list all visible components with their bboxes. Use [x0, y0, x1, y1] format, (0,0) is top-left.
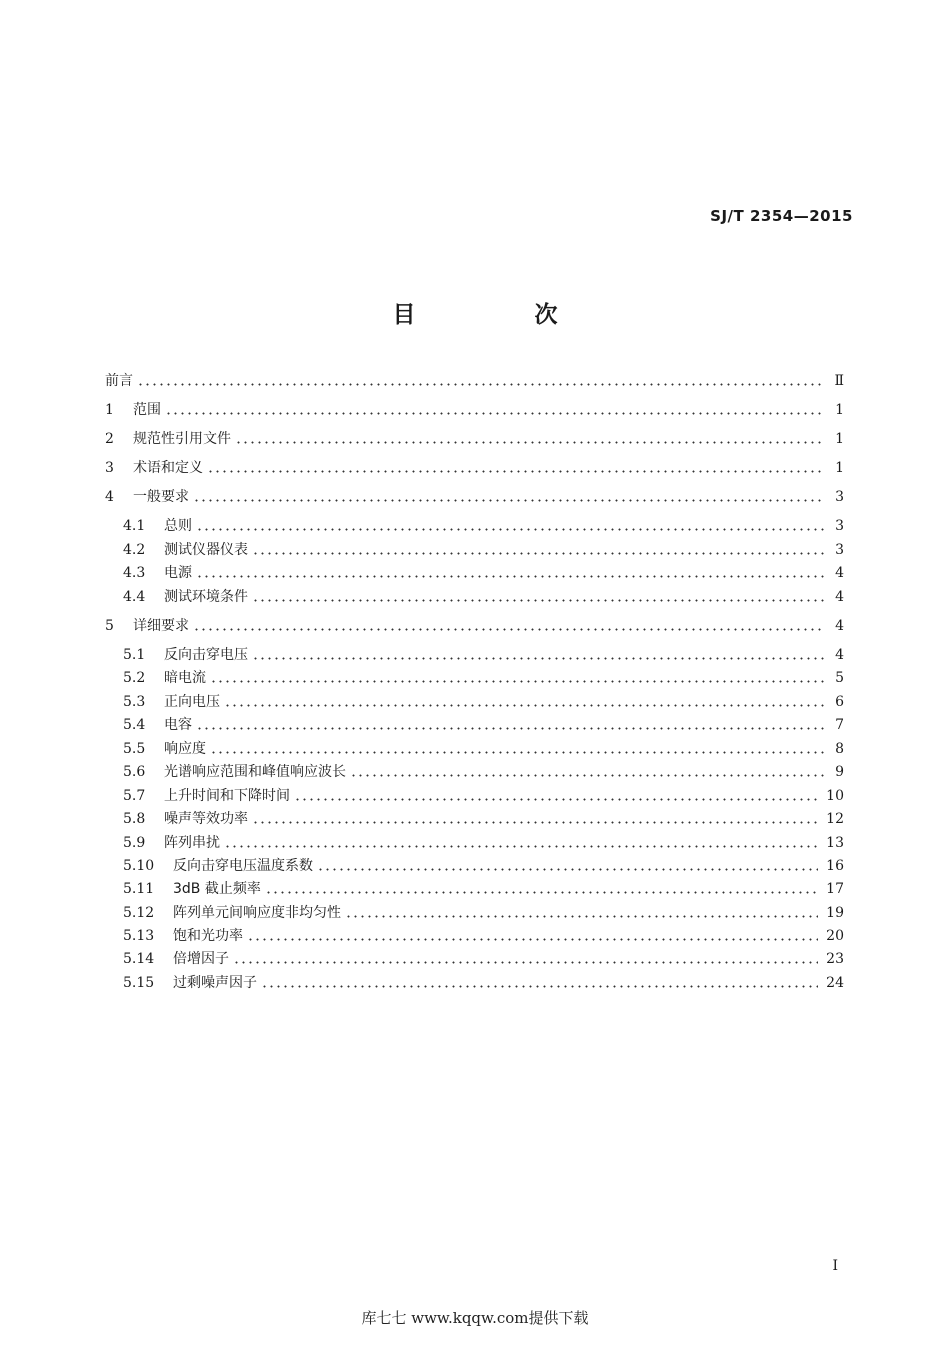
toc-entry-number: 5.10 — [123, 858, 155, 874]
toc-entry-page: 6 — [835, 694, 844, 710]
toc-entry-page: 13 — [826, 835, 844, 851]
toc-entry-number: 5.8 — [123, 811, 146, 827]
toc-entry-page: 4 — [835, 589, 844, 605]
toc-entry-page: 9 — [835, 764, 844, 780]
footer-watermark: 库七七 www.kqqw.com提供下载 — [361, 1309, 589, 1327]
toc-entry-page: 5 — [835, 670, 844, 686]
toc-entry[interactable] — [105, 486, 844, 508]
toc-entry[interactable] — [123, 562, 844, 584]
toc-entry-page: 4 — [835, 618, 844, 634]
toc-entry[interactable] — [123, 539, 844, 561]
toc-entry-label: 上升时间和下降时间 — [164, 788, 290, 804]
toc-entry-page: Ⅱ — [834, 373, 844, 389]
toc-entry-label: 噪声等效功率 — [164, 811, 248, 827]
toc-entry-label: 电容 — [164, 717, 192, 733]
toc-entry-number: 3 — [105, 460, 114, 476]
toc-entry[interactable] — [105, 399, 844, 421]
toc-entry[interactable] — [123, 972, 844, 994]
toc-entry[interactable] — [123, 808, 844, 830]
toc-entry-page: 23 — [826, 951, 844, 967]
toc-entry[interactable] — [123, 761, 844, 783]
toc-entry-number: 5.11 — [123, 881, 155, 897]
toc-entry[interactable] — [105, 370, 844, 392]
toc-entry-label: 前言 — [105, 373, 133, 389]
dot-leader — [137, 383, 824, 386]
toc-entry-page: 1 — [835, 402, 844, 418]
toc-entry-page: 1 — [835, 431, 844, 447]
toc-entry-number: 5.13 — [123, 928, 155, 944]
toc-entry[interactable] — [123, 586, 844, 608]
toc-entry-label: 总则 — [164, 518, 192, 534]
toc-entry-label: 一般要求 — [133, 489, 189, 505]
dot-leader — [265, 891, 818, 894]
toc-entry-label: 暗电流 — [164, 670, 206, 686]
standard-code: SJ/T 2354—2015 — [710, 207, 853, 225]
toc-entry[interactable] — [123, 738, 844, 760]
toc-entry-label: 倍增因子 — [173, 951, 229, 967]
toc-entry[interactable] — [123, 515, 844, 537]
toc-entry[interactable] — [105, 428, 844, 450]
dot-leader — [210, 751, 824, 754]
toc-entry-number: 5.14 — [123, 951, 155, 967]
toc-entry[interactable] — [123, 878, 844, 900]
toc-entry-page: 3 — [835, 518, 844, 534]
toc-entry-page: 16 — [826, 858, 844, 874]
dot-leader — [196, 575, 824, 578]
toc-entry-number: 5.5 — [123, 741, 146, 757]
toc-entry-number: 4.3 — [123, 565, 146, 581]
toc-entry-label: 反向击穿电压 — [164, 647, 248, 663]
dot-leader — [252, 657, 824, 660]
dot-leader — [235, 441, 824, 444]
toc-entry-number: 5.1 — [123, 647, 146, 663]
toc-entry-label: 响应度 — [164, 741, 206, 757]
toc-entry[interactable] — [123, 855, 844, 877]
toc-entry-number: 5.12 — [123, 905, 155, 921]
toc-entry-page: 1 — [835, 460, 844, 476]
toc-title: 目 次 — [392, 302, 606, 328]
toc-entry-number: 5 — [105, 618, 114, 634]
toc-entry-number: 5.2 — [123, 670, 146, 686]
dot-leader — [193, 499, 824, 502]
toc-entry-label: 电源 — [164, 565, 192, 581]
dot-leader — [252, 599, 824, 602]
toc-entry[interactable] — [123, 948, 844, 970]
toc-entry-label: 测试环境条件 — [164, 589, 248, 605]
toc-entry-page: 3 — [835, 542, 844, 558]
toc-entry-label: 规范性引用文件 — [133, 431, 231, 447]
toc-entry-label: 术语和定义 — [133, 460, 203, 476]
toc-entry[interactable] — [123, 644, 844, 666]
toc-entry[interactable] — [123, 667, 844, 689]
toc-entry-number: 5.3 — [123, 694, 146, 710]
toc-entry-label: 饱和光功率 — [173, 928, 243, 944]
toc-entry[interactable] — [123, 714, 844, 736]
toc-entry-label: 3dB 截止频率 — [173, 881, 261, 897]
toc-entry-page: 10 — [826, 788, 844, 804]
toc-entry-number: 5.4 — [123, 717, 146, 733]
dot-leader — [252, 821, 818, 824]
dot-leader — [294, 798, 818, 801]
toc-entry-label: 正向电压 — [164, 694, 220, 710]
toc-entry-number: 4.1 — [123, 518, 146, 534]
toc-entry[interactable] — [105, 457, 844, 479]
toc-entry[interactable] — [123, 691, 844, 713]
dot-leader — [261, 985, 818, 988]
toc-entry-number: 4.2 — [123, 542, 146, 558]
toc-entry-number: 4 — [105, 489, 114, 505]
toc-entry-label: 范围 — [133, 402, 161, 418]
dot-leader — [196, 528, 824, 531]
toc-entry-page: 20 — [826, 928, 844, 944]
toc-entry-label: 阵列串扰 — [164, 835, 220, 851]
dot-leader — [350, 774, 824, 777]
toc-entry-page: 17 — [826, 881, 844, 897]
dot-leader — [224, 845, 818, 848]
toc-entry-label: 光谱响应范围和峰值响应波长 — [164, 764, 346, 780]
toc-entry[interactable] — [123, 785, 844, 807]
toc-entry-label: 过剩噪声因子 — [173, 975, 257, 991]
dot-leader — [210, 680, 824, 683]
toc-entry-number: 4.4 — [123, 589, 146, 605]
dot-leader — [224, 704, 824, 707]
toc-entry-page: 19 — [826, 905, 844, 921]
toc-entry-page: 12 — [826, 811, 844, 827]
toc-entry[interactable] — [123, 832, 844, 854]
toc-entry-page: 7 — [835, 717, 844, 733]
dot-leader — [247, 938, 818, 941]
dot-leader — [207, 470, 824, 473]
dot-leader — [252, 552, 824, 555]
toc-entry-page: 24 — [826, 975, 844, 991]
toc-entry[interactable] — [123, 925, 844, 947]
toc-entry-label: 详细要求 — [133, 618, 189, 634]
toc-entry-page: 8 — [835, 741, 844, 757]
page-number: I — [832, 1258, 838, 1274]
toc-entry-label: 测试仪器仪表 — [164, 542, 248, 558]
toc-entry-number: 1 — [105, 402, 114, 418]
toc-entry-label: 反向击穿电压温度系数 — [173, 858, 313, 874]
toc-entry-page: 4 — [835, 565, 844, 581]
toc-entry-page: 3 — [835, 489, 844, 505]
dot-leader — [165, 412, 824, 415]
toc-entry-number: 5.9 — [123, 835, 146, 851]
dot-leader — [233, 961, 818, 964]
toc-entry[interactable] — [105, 615, 844, 637]
toc-entry-label: 阵列单元间响应度非均匀性 — [173, 905, 341, 921]
toc-entry-number: 5.15 — [123, 975, 155, 991]
toc-entry-page: 4 — [835, 647, 844, 663]
dot-leader — [196, 727, 824, 730]
dot-leader — [345, 915, 818, 918]
toc-entry-number: 5.6 — [123, 764, 146, 780]
dot-leader — [317, 868, 818, 871]
dot-leader — [193, 628, 824, 631]
toc-entry-number: 2 — [105, 431, 114, 447]
toc-entry-number: 5.7 — [123, 788, 146, 804]
toc-entry[interactable] — [123, 902, 844, 924]
